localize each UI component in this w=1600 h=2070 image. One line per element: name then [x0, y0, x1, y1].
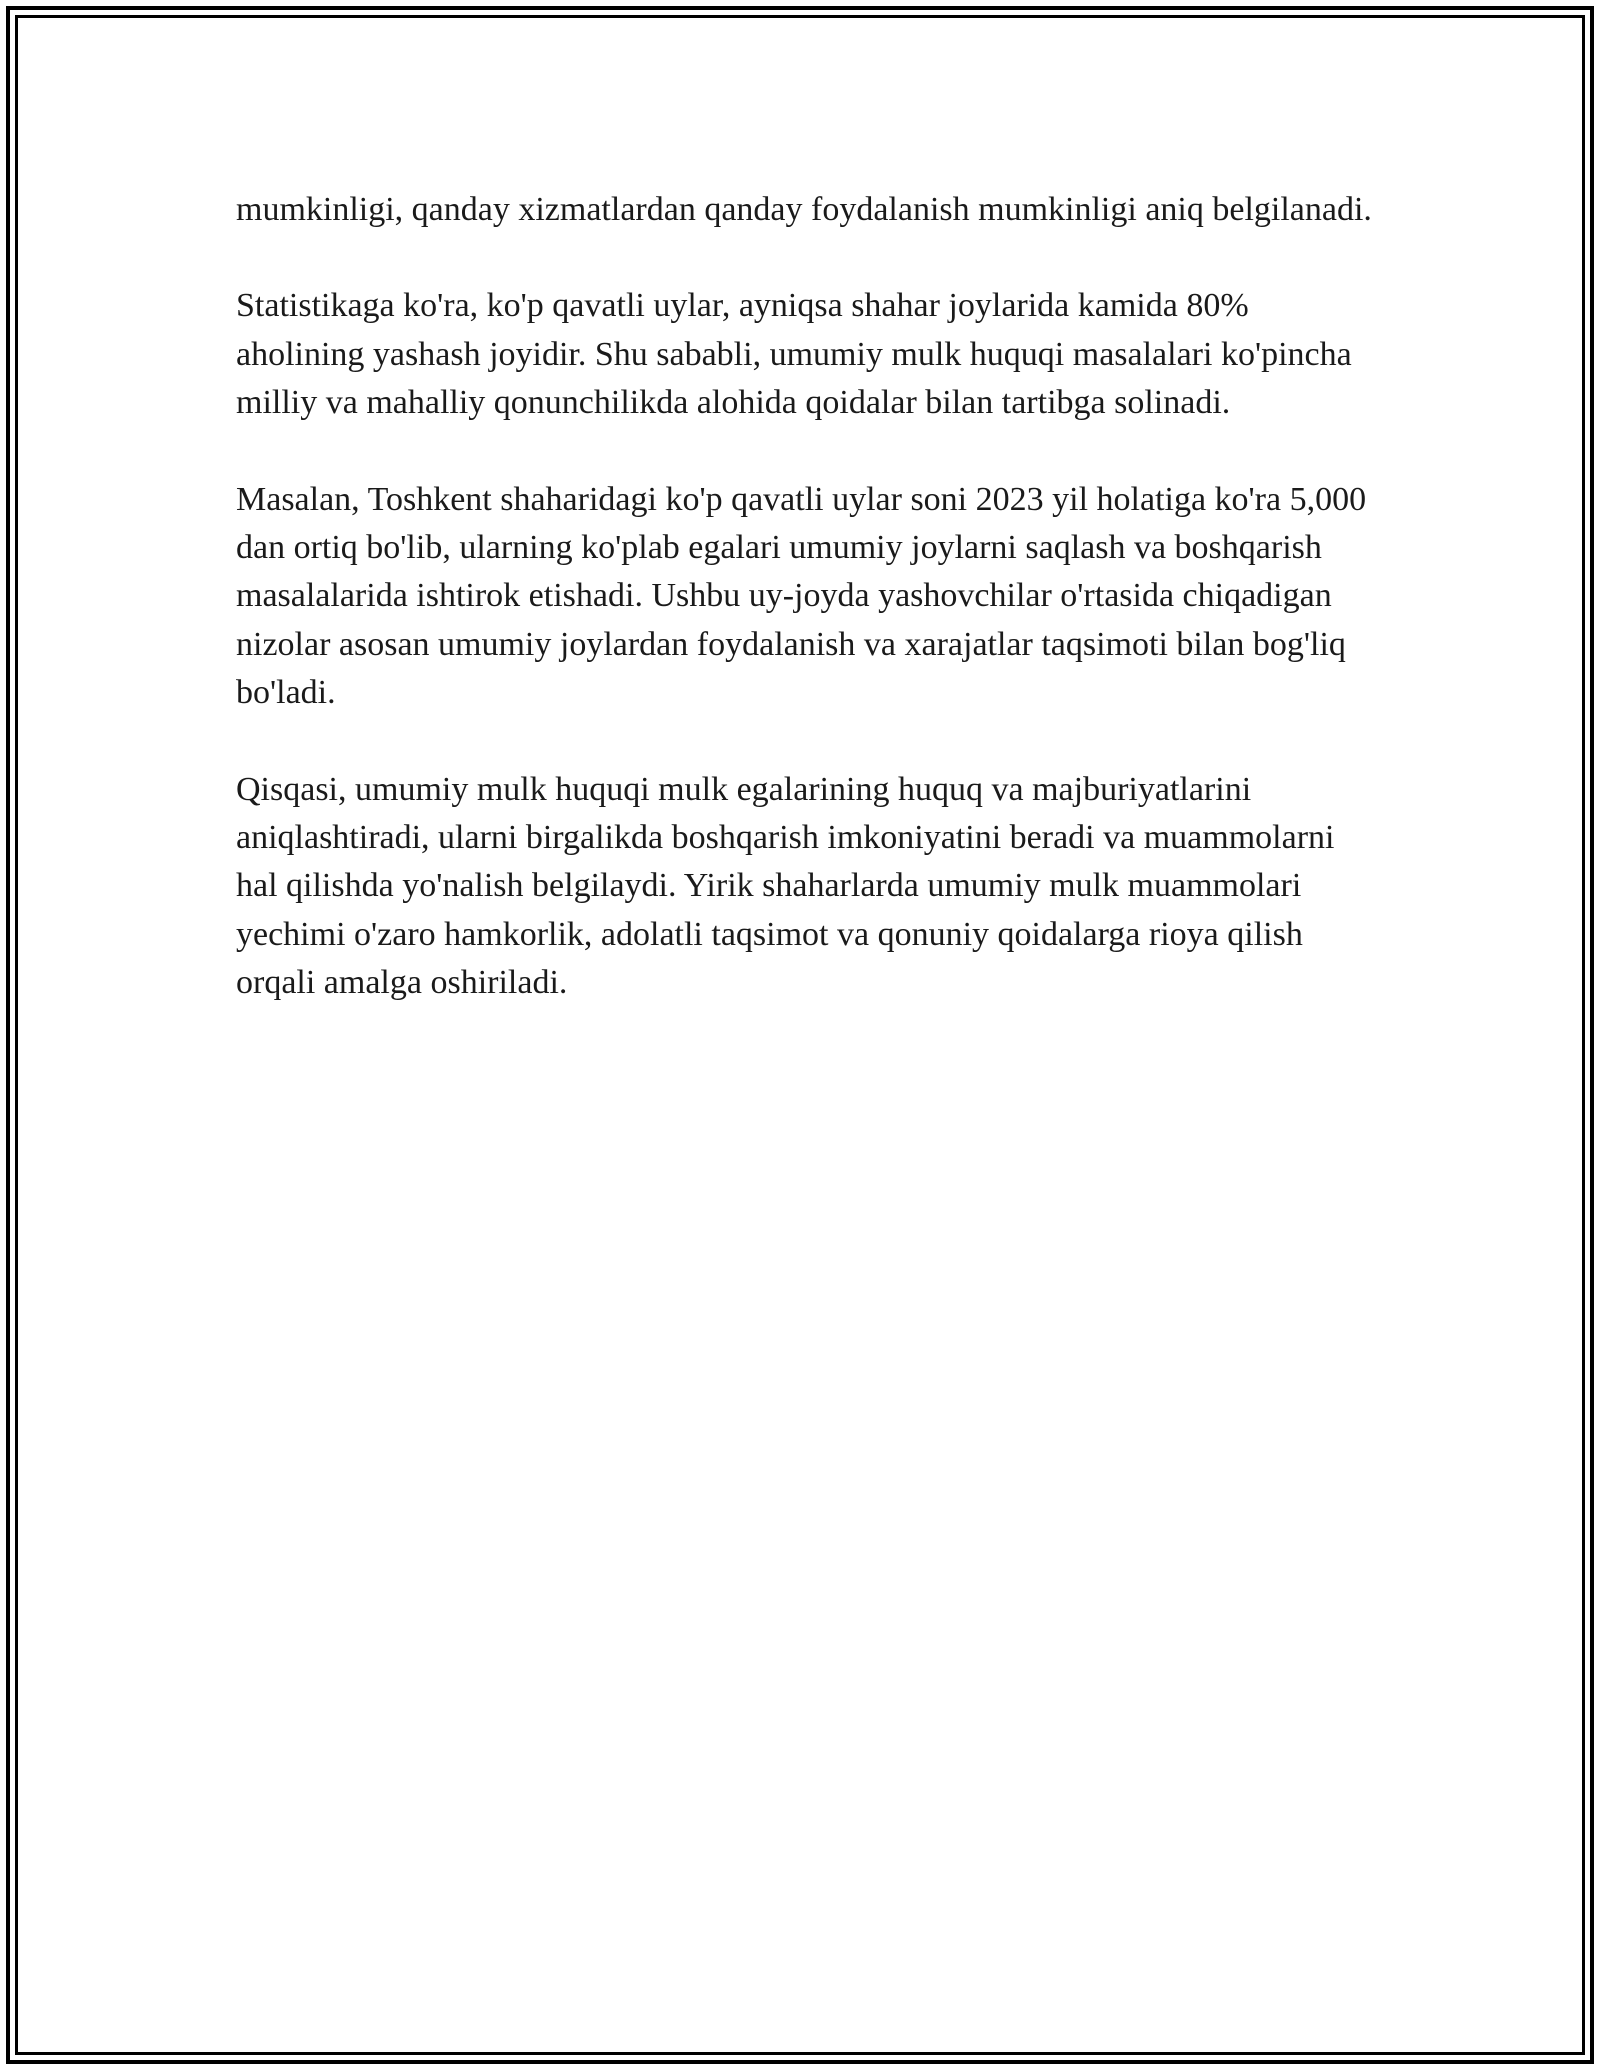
paragraph-statistics: Statistikaga ko'ra, ko'p qavatli uylar, ayniqsa shahar joylarida kamida 80% aholining yashash joyidir. Shu sababli, umumiy mulk huquqi masalalari ko'pincha milliy va mahalliy qonunchilikda alohida qoidalar bilan tartibga solinadi. — [236, 287, 1352, 422]
paragraph-summary: Qisqasi, umumiy mulk huquqi mulk egalarining huquq va majburiyatlarini aniqlashtiradi, ularni birgalikda boshqarish imkoniyatini beradi va muammolarni hal qilishda yo'nalish belgilaydi. Yirik shaharlarda umumiy mulk muammolari yechimi o'zaro hamkorlik, adolatli taqsimot va qonuniy qoidalarga rioya qilish orqali amalga oshiriladi. — [236, 770, 1335, 1002]
paragraph-tashkent-example: Masalan, Toshkent shaharidagi ko'p qavatli uylar soni 2023 yil holatiga ko'ra 5,000 dan ortiq bo'lib, ularning ko'plab egalari umumiy joylarni saqlash va boshqarish masalalarida ishtirok etishadi. Ushbu uy-joyda yashovchilar o'rtasida chiqadigan nizolar asosan umumiy joylardan foydalanish va xarajatlar taqsimoti bilan bog'liq bo'ladi. — [236, 480, 1367, 712]
paragraph-continuation: mumkinligi, qanday xizmatlardan qanday foydalanish mumkinligi aniq belgilanadi. — [236, 191, 1372, 228]
document-body — [236, 186, 1376, 1056]
